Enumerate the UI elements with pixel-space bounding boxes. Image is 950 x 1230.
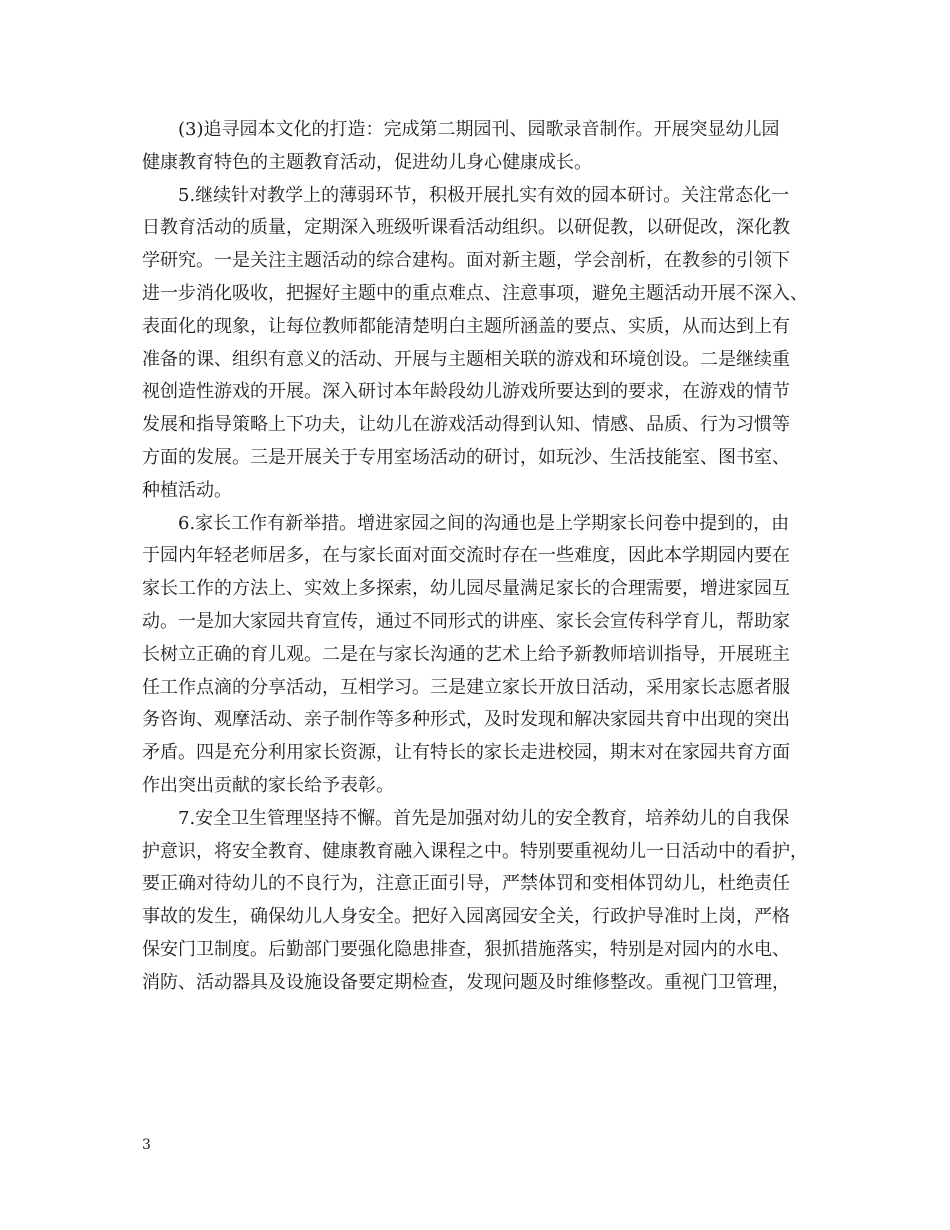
text-line: 家长工作的方法上、实效上多探索，幼儿园尽量满足家长的合理需要，增进家园互 bbox=[142, 578, 790, 600]
text-line: 发展和指导策略上下功夫，让幼儿在游戏活动得到认知、情感、品质、行为习惯等 bbox=[142, 414, 790, 436]
text-line: 于园内年轻老师居多，在与家长面对面交流时存在一些难度，因此本学期园内要在 bbox=[142, 545, 790, 567]
paragraph-safety-hygiene bbox=[142, 803, 814, 1000]
text-line: 准备的课、组织有意义的活动、开展与主题相关联的游戏和环境创设。二是继续重 bbox=[142, 348, 790, 370]
paragraph-parent-work bbox=[142, 508, 814, 803]
text-line: 任工作点滴的分享活动，互相学习。三是建立家长开放日活动，采用家长志愿者服 bbox=[142, 676, 790, 698]
text-line: (3)追寻园本文化的打造：完成第二期园刊、园歌录音制作。开展突显幼儿园 bbox=[178, 119, 780, 140]
text-line: 6.家长工作有新举措。增进家园之间的沟通也是上学期家长问卷中提到的，由 bbox=[178, 512, 790, 534]
text-line: 学研究。一是关注主题活动的综合建构。面对新主题，学会剖析，在教参的引领下 bbox=[142, 250, 790, 272]
page-number: 3 bbox=[142, 1137, 151, 1153]
text-line: 日教育活动的质量，定期深入班级听课看活动组织。以研促教，以研促改，深化教 bbox=[142, 217, 790, 239]
text-line: 保安门卫制度。后勤部门要强化隐患排查，狠抓措施落实，特别是对园内的水电、 bbox=[142, 938, 790, 960]
document-body bbox=[142, 114, 814, 1000]
text-line: 护意识，将安全教育、健康教育融入课程之中。特别要重视幼儿一日活动中的看护， bbox=[142, 840, 808, 862]
text-line: 作出突出贡献的家长给予表彰。 bbox=[142, 774, 394, 796]
text-line: 表面化的现象，让每位教师都能清楚明白主题所涵盖的要点、实质，从而达到上有 bbox=[142, 315, 790, 337]
text-line: 务咨询、观摩活动、亲子制作等多种形式，及时发现和解决家园共育中出现的突出 bbox=[142, 709, 790, 731]
text-line: 5.继续针对教学上的薄弱环节，积极开展扎实有效的园本研讨。关注常态化一 bbox=[178, 184, 790, 206]
text-line: 视创造性游戏的开展。深入研讨本年龄段幼儿游戏所要达到的要求，在游戏的情节 bbox=[142, 381, 790, 403]
text-line: 长树立正确的育儿观。二是在与家长沟通的艺术上给予新教师培训指导，开展班主 bbox=[142, 643, 790, 665]
text-line: 事故的发生，确保幼儿人身安全。把好入园离园安全关，行政护导准时上岗，严格 bbox=[142, 906, 790, 928]
paragraph-culture bbox=[142, 114, 814, 180]
text-line: 方面的发展。三是开展关于专用室场活动的研讨，如玩沙、生活技能室、图书室、 bbox=[142, 446, 790, 468]
text-line: 消防、活动器具及设施设备要定期检查，发现问题及时维修整改。重视门卫管理， bbox=[142, 971, 790, 993]
text-line: 7.安全卫生管理坚持不懈。首先是加强对幼儿的安全教育，培养幼儿的自我保 bbox=[178, 807, 790, 829]
text-line: 动。一是加大家园共育宣传，通过不同形式的讲座、家长会宣传科学育儿，帮助家 bbox=[142, 610, 790, 632]
text-line: 健康教育特色的主题教育活动，促进幼儿身心健康成长。 bbox=[142, 151, 592, 173]
paragraph-teaching-research bbox=[142, 180, 814, 508]
text-line: 种植活动。 bbox=[142, 479, 232, 501]
text-line: 进一步消化吸收，把握好主题中的重点难点、注意事项，避免主题活动开展不深入、 bbox=[142, 282, 808, 304]
text-line: 矛盾。四是充分利用家长资源，让有特长的家长走进校园，期末对在家园共育方面 bbox=[142, 742, 790, 764]
text-line: 要正确对待幼儿的不良行为，注意正面引导，严禁体罚和变相体罚幼儿，杜绝责任 bbox=[142, 873, 790, 895]
